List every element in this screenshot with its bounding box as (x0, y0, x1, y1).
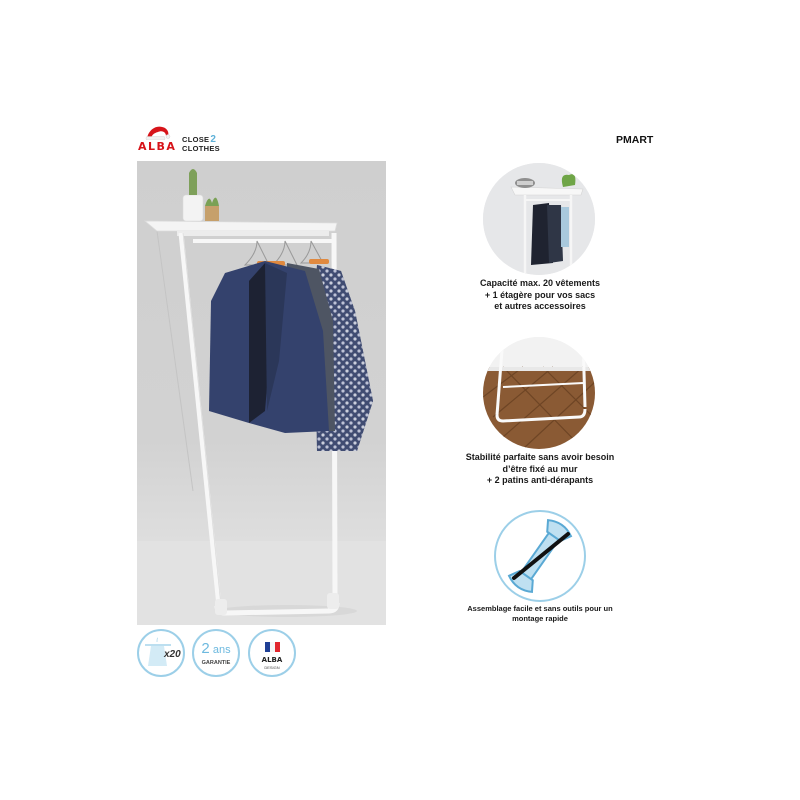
feature-assembly-text: Assemblage facile et sans outils pour un montage rapide (467, 604, 613, 623)
brand-logo (138, 124, 228, 156)
design-label: DESIGN (264, 665, 280, 670)
product-reference: PMART (616, 134, 654, 146)
shelf-rack-photo (483, 163, 595, 275)
product-image (137, 161, 386, 625)
feature-capacity-text: Capacité max. 20 vêtements + 1 étagère pour vos sacs et autres accessoires (479, 278, 601, 311)
alba-design-badge (248, 629, 296, 677)
brand-tagline: CLOSE2 CLOTHES (182, 134, 220, 153)
alba-label: ALBA (261, 656, 283, 664)
warranty-label: GARANTIE (201, 660, 231, 666)
capacity-label: x20 (164, 649, 181, 660)
no-tools-wrench-icon (494, 510, 586, 602)
warranty-years: 2 ans (201, 640, 231, 657)
french-flag-icon (265, 642, 280, 652)
warranty-badge (192, 629, 240, 677)
clothes-rack-illustration (137, 161, 386, 625)
brand-name: ALBA (138, 140, 177, 153)
santa-hat-icon (145, 124, 171, 140)
feature-stability-text: Stabilité parfaite sans avoir besoin d’être fixé au mur + 2 patins anti-dérapants (465, 452, 615, 485)
rack-feet-floor-photo (483, 337, 595, 449)
capacity-badge (137, 629, 185, 677)
